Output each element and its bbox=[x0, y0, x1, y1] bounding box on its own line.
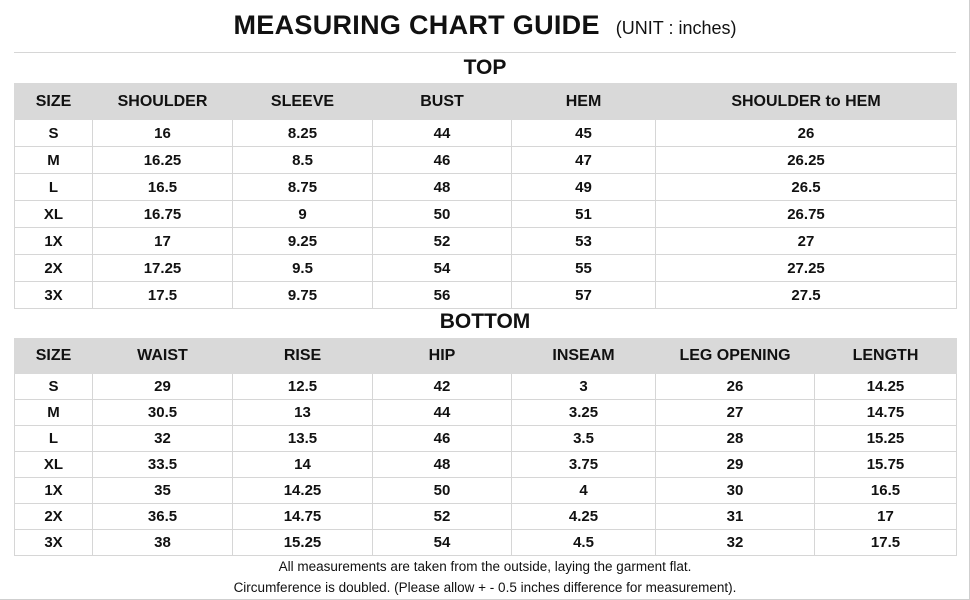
measurement-cell: 46 bbox=[373, 426, 512, 452]
size-cell: 2X bbox=[15, 504, 93, 530]
measurement-cell: 49 bbox=[512, 174, 656, 201]
size-cell: 2X bbox=[15, 255, 93, 282]
table-row bbox=[15, 255, 957, 282]
measurement-cell: 27.5 bbox=[656, 282, 957, 309]
measurement-cell: 13.5 bbox=[233, 426, 373, 452]
bottom-size-table bbox=[14, 338, 957, 556]
top-header-row bbox=[15, 84, 957, 120]
measurement-cell: 26.25 bbox=[656, 147, 957, 174]
measurement-cell: 16.75 bbox=[93, 201, 233, 228]
column-header: WAIST bbox=[93, 339, 233, 374]
column-header: LENGTH bbox=[815, 339, 957, 374]
page-title: MEASURING CHART GUIDE bbox=[233, 10, 600, 40]
measurement-cell: 3.5 bbox=[512, 426, 656, 452]
measurement-cell: 47 bbox=[512, 147, 656, 174]
table-row bbox=[15, 282, 957, 309]
measurement-cell: 31 bbox=[656, 504, 815, 530]
measurement-cell: 16 bbox=[93, 120, 233, 147]
size-cell: 1X bbox=[15, 478, 93, 504]
divider bbox=[14, 52, 956, 53]
measurement-cell: 52 bbox=[373, 228, 512, 255]
note-line: Circumference is doubled. (Please allow + - 0.5 inches difference for measurement). bbox=[233, 580, 737, 595]
measurement-cell: 17.5 bbox=[93, 282, 233, 309]
column-header: HIP bbox=[373, 339, 512, 374]
table-row bbox=[15, 504, 957, 530]
size-cell: 3X bbox=[15, 282, 93, 309]
size-cell: S bbox=[15, 120, 93, 147]
measurement-cell: 50 bbox=[373, 478, 512, 504]
measurement-cell: 26 bbox=[656, 120, 957, 147]
table-row bbox=[15, 452, 957, 478]
table-row bbox=[15, 400, 957, 426]
measurement-cell: 52 bbox=[373, 504, 512, 530]
column-header: SHOULDER to HEM bbox=[656, 84, 957, 120]
measurement-cell: 35 bbox=[93, 478, 233, 504]
measurement-cell: 26 bbox=[656, 374, 815, 400]
measurement-cell: 48 bbox=[373, 452, 512, 478]
table-row bbox=[15, 120, 957, 147]
table-row bbox=[15, 426, 957, 452]
measurement-cell: 17 bbox=[93, 228, 233, 255]
measurement-cell: 46 bbox=[373, 147, 512, 174]
measurement-cell: 9.25 bbox=[233, 228, 373, 255]
measurement-cell: 4.25 bbox=[512, 504, 656, 530]
measurement-cell: 42 bbox=[373, 374, 512, 400]
measurement-cell: 33.5 bbox=[93, 452, 233, 478]
measurement-cell: 8.5 bbox=[233, 147, 373, 174]
column-header: SIZE bbox=[15, 84, 93, 120]
measurement-cell: 57 bbox=[512, 282, 656, 309]
measurement-cell: 32 bbox=[93, 426, 233, 452]
measurement-cell: 14.75 bbox=[233, 504, 373, 530]
size-cell: L bbox=[15, 174, 93, 201]
table-row bbox=[15, 174, 957, 201]
measurement-cell: 16.5 bbox=[815, 478, 957, 504]
measurement-cell: 53 bbox=[512, 228, 656, 255]
measurement-cell: 9.75 bbox=[233, 282, 373, 309]
header bbox=[0, 10, 970, 50]
measurement-cell: 29 bbox=[656, 452, 815, 478]
measurement-cell: 16.25 bbox=[93, 147, 233, 174]
measurement-cell: 30 bbox=[656, 478, 815, 504]
measurement-cell: 44 bbox=[373, 400, 512, 426]
column-header: SLEEVE bbox=[233, 84, 373, 120]
size-cell: M bbox=[15, 147, 93, 174]
top-size-table bbox=[14, 83, 957, 309]
measurement-cell: 45 bbox=[512, 120, 656, 147]
measurement-cell: 3.25 bbox=[512, 400, 656, 426]
measurement-cell: 14 bbox=[233, 452, 373, 478]
measurement-cell: 36.5 bbox=[93, 504, 233, 530]
measurement-cell: 44 bbox=[373, 120, 512, 147]
measurement-cell: 26.5 bbox=[656, 174, 957, 201]
measurement-cell: 9.5 bbox=[233, 255, 373, 282]
measurement-cell: 27 bbox=[656, 400, 815, 426]
measurement-cell: 54 bbox=[373, 530, 512, 556]
note-line: All measurements are taken from the outside, laying the garment flat. bbox=[278, 559, 692, 574]
measurement-cell: 27.25 bbox=[656, 255, 957, 282]
table-row bbox=[15, 147, 957, 174]
measurement-cell: 17 bbox=[815, 504, 957, 530]
column-header: SHOULDER bbox=[93, 84, 233, 120]
size-cell: L bbox=[15, 426, 93, 452]
size-cell: XL bbox=[15, 201, 93, 228]
measurement-cell: 14.25 bbox=[815, 374, 957, 400]
measurement-cell: 4.5 bbox=[512, 530, 656, 556]
measurement-cell: 32 bbox=[656, 530, 815, 556]
size-cell: XL bbox=[15, 452, 93, 478]
top-section-title: TOP bbox=[463, 56, 507, 79]
measurement-cell: 16.5 bbox=[93, 174, 233, 201]
measurement-notes bbox=[0, 556, 970, 598]
column-header: RISE bbox=[233, 339, 373, 374]
table-row bbox=[15, 228, 957, 255]
measurement-cell: 13 bbox=[233, 400, 373, 426]
size-cell: M bbox=[15, 400, 93, 426]
measurement-cell: 54 bbox=[373, 255, 512, 282]
measurement-cell: 3.75 bbox=[512, 452, 656, 478]
measurement-cell: 17.5 bbox=[815, 530, 957, 556]
measurement-cell: 28 bbox=[656, 426, 815, 452]
column-header: BUST bbox=[373, 84, 512, 120]
table-row bbox=[15, 374, 957, 400]
table-row bbox=[15, 478, 957, 504]
measurement-cell: 27 bbox=[656, 228, 957, 255]
bottom-section-title: BOTTOM bbox=[439, 310, 531, 333]
measurement-cell: 30.5 bbox=[93, 400, 233, 426]
table-row bbox=[15, 530, 957, 556]
measurement-cell: 8.25 bbox=[233, 120, 373, 147]
column-header: INSEAM bbox=[512, 339, 656, 374]
measurement-cell: 50 bbox=[373, 201, 512, 228]
column-header: HEM bbox=[512, 84, 656, 120]
measurement-cell: 56 bbox=[373, 282, 512, 309]
table-row bbox=[15, 201, 957, 228]
column-header: SIZE bbox=[15, 339, 93, 374]
measurement-cell: 8.75 bbox=[233, 174, 373, 201]
measurement-cell: 51 bbox=[512, 201, 656, 228]
column-header: LEG OPENING bbox=[656, 339, 815, 374]
size-cell: S bbox=[15, 374, 93, 400]
measurement-cell: 4 bbox=[512, 478, 656, 504]
bottom-header-row bbox=[15, 339, 957, 374]
measurement-cell: 48 bbox=[373, 174, 512, 201]
measurement-cell: 15.75 bbox=[815, 452, 957, 478]
measurement-cell: 38 bbox=[93, 530, 233, 556]
size-cell: 1X bbox=[15, 228, 93, 255]
measurement-cell: 26.75 bbox=[656, 201, 957, 228]
size-cell: 3X bbox=[15, 530, 93, 556]
measurement-cell: 12.5 bbox=[233, 374, 373, 400]
measurement-cell: 15.25 bbox=[815, 426, 957, 452]
unit-label: (UNIT : inches) bbox=[615, 18, 737, 38]
measurement-cell: 29 bbox=[93, 374, 233, 400]
measurement-cell: 9 bbox=[233, 201, 373, 228]
measurement-cell: 17.25 bbox=[93, 255, 233, 282]
measurement-cell: 14.25 bbox=[233, 478, 373, 504]
measurement-cell: 15.25 bbox=[233, 530, 373, 556]
measurement-cell: 3 bbox=[512, 374, 656, 400]
measurement-cell: 14.75 bbox=[815, 400, 957, 426]
measurement-cell: 55 bbox=[512, 255, 656, 282]
